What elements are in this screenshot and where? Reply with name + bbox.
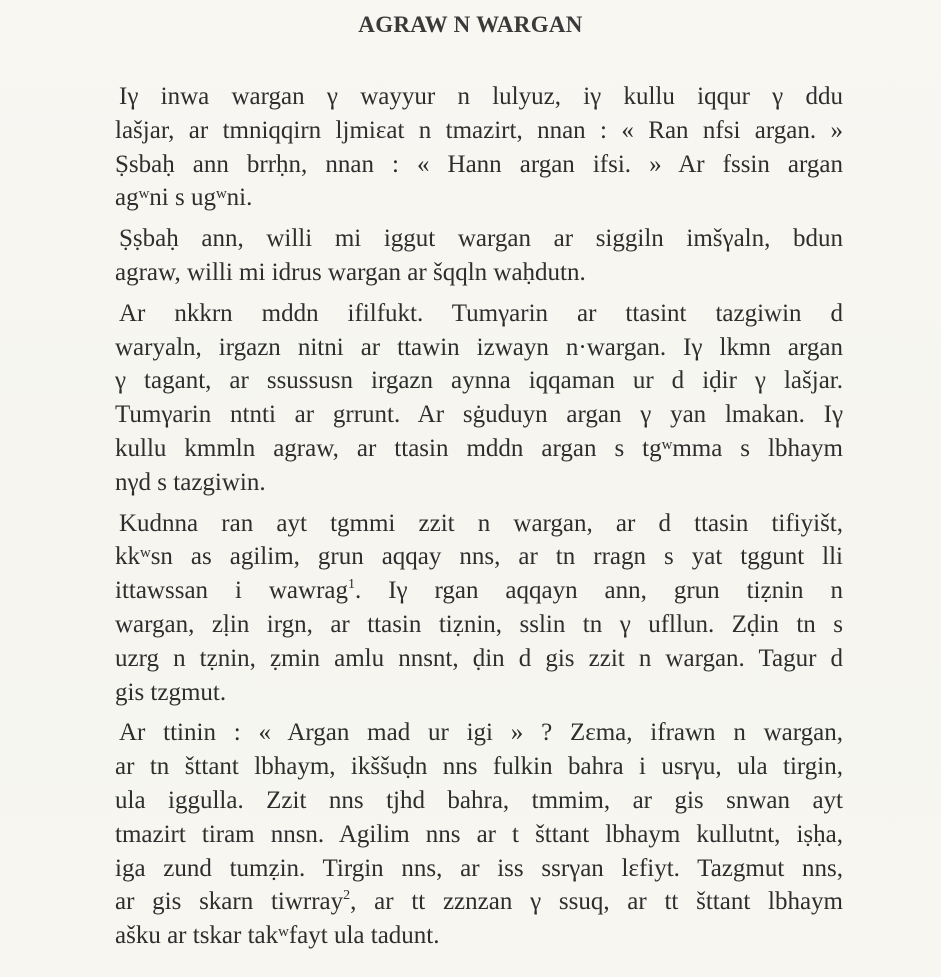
text-line: ašku ar tskar takʷfayt ula tadunt. xyxy=(115,922,440,950)
text-line: Ar nkkrn mddn ifilfukt. Tumγarin ar ttasint tazgiwin d xyxy=(119,299,843,327)
text-line: Ṣsbaḥ ann brrḥn, nnan : « Hann argan ifsi. » Ar fssin argan xyxy=(115,150,843,178)
page-title: AGRAW N WARGAN xyxy=(358,12,583,37)
text-line: tmazirt tiram nnsn. Agilim nns ar t šttant lbhaym kullutnt, iṣḥa, xyxy=(115,820,843,848)
text-line: ar tn šttant lbhaym, ikššuḍn nns fulkin bahra i usrγu, ula tirgin, xyxy=(115,753,843,781)
paragraph-4 xyxy=(115,507,843,710)
text-line: Kudnna ran ayt tgmmi zzit n wargan, ar d ttasin tifiyišt, xyxy=(119,509,843,537)
text-line: Tumγarin ntnti ar grrunt. Ar sġuduyn argan γ yan lmakan. Iγ xyxy=(115,401,843,429)
text-line: ar gis skarn tiwrray$^2$, ar tt zznzan γ ssuq, ar tt šttant lbhaym xyxy=(115,888,843,916)
text-line: wargan, zḷin irgn, ar ttasin tiẓnin, sslin tn γ ufllun. Zḍin tn s xyxy=(115,610,843,638)
text-line: ula iggulla. Zzit nns tjhd bahra, tmmim, ar gis snwan ayt xyxy=(115,786,843,814)
footnote-marker: 2 xyxy=(343,888,351,904)
text-line: lašjar, ar tmniqqirn ljmiεat n tmazirt, nnan : « Ran nfsi argan. » xyxy=(115,116,843,144)
body-text xyxy=(115,80,843,960)
paragraph-5 xyxy=(115,716,843,953)
text-line: uzrg n tẓnin, ẓmin amlu nnsnt, ḍin d gis zzit n wargan. Tagur d xyxy=(115,644,843,672)
text-line: Iγ inwa wargan γ wayyur n lulyuz, iγ kullu iqqur γ ddu xyxy=(119,83,843,110)
paragraph-3 xyxy=(115,297,843,500)
text-line: γ tagant, ar ssussusn irgazn aynna iqqaman ur d iḍir γ lašjar. xyxy=(115,367,843,395)
text-line: agʷni s ugʷni. xyxy=(115,184,253,212)
footnote-marker: 1 xyxy=(348,577,355,593)
text-line: Ṣṣbaḥ ann, willi mi iggut wargan ar siggiln imšγaln, bdun xyxy=(119,225,843,253)
text-line: nγd s tazgiwin. xyxy=(115,468,266,496)
text-line: kullu kmmln agraw, ar ttasin mddn argan s tgʷmma s lbhaym xyxy=(115,434,843,462)
paragraph-2 xyxy=(115,222,843,290)
text-line: ittawssan i wawrag$^1$. Iγ rgan aqqayn ann, grun tiẓnin n xyxy=(115,577,843,605)
text-line: iga zund tumẓin. Tirgin nns, ar iss ssrγan lεfiyt. Tazgmut nns, xyxy=(115,854,843,882)
text-line: Ar ttinin : « Argan mad ur igi » ? Zεma, ifrawn n wargan, xyxy=(119,719,843,747)
text-line: gis tzgmut. xyxy=(115,678,227,706)
text-line: waryaln, irgazn nitni ar ttawin izwayn n·wargan. Iγ lkmn argan xyxy=(115,333,843,361)
text-line: agraw, willi mi idrus wargan ar šqqln waḥdutn. xyxy=(115,258,586,286)
paragraph-1 xyxy=(115,80,843,215)
text-line: kkʷsn as agilim, grun aqqay nns, ar tn rragn s yat tggunt lli xyxy=(115,543,843,571)
